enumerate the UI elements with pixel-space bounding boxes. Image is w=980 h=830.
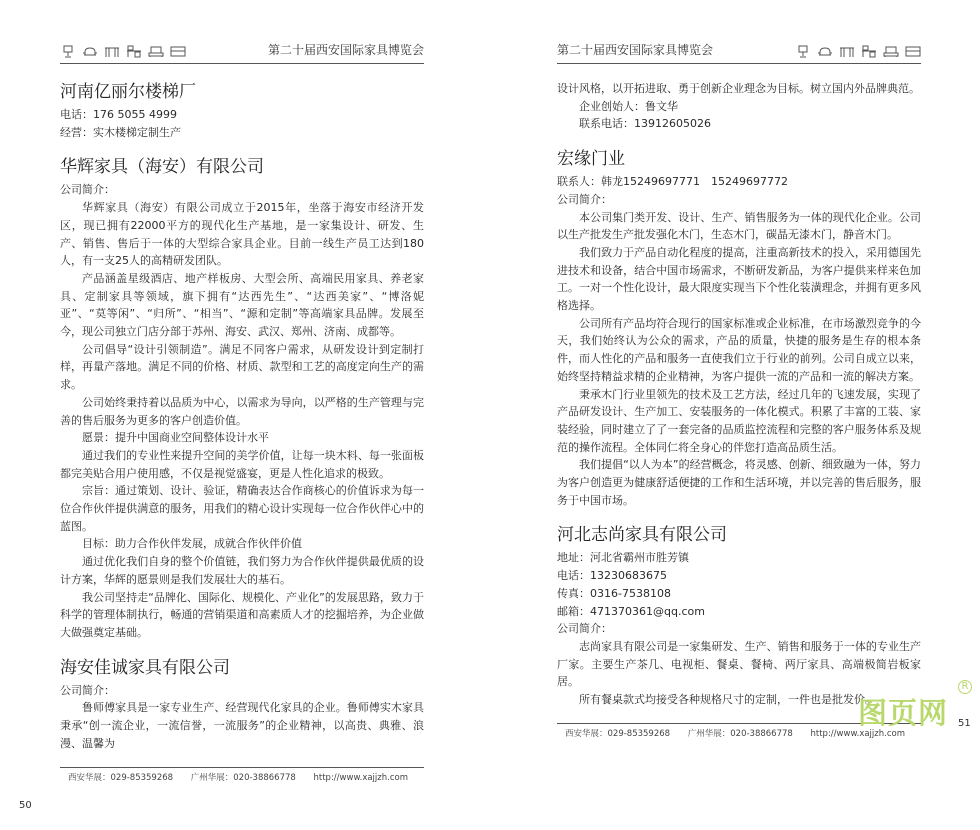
table-icon [839,44,855,58]
paragraph: 产品涵盖星级酒店、地产样板房、大型会所、高端民用家具、养老家具、定制家具等领域，旗下拥有“达西先生”、“达西美家”、“博洛妮亚”、“莫等闲”、“归所”、“相当”、“源和定制”等高端家具品牌。发展至今，现公司独立门店分部于苏州、海安、武汉、郑州、济南、成都等。 [60,271,424,339]
company-fax: 传真：0316-7538108 [557,586,671,600]
intro-label: 公司简介： [60,683,115,697]
cabinet-icon [170,44,186,58]
page-content [60,64,424,767]
page-content [557,64,921,723]
paragraph: 设计风格，以开拓进取、勇于创新企业理念为目标。树立国内外品牌典范。 [557,82,920,95]
footer-url[interactable]: http://www.xajjzh.com [313,772,408,783]
furniture-icons [795,44,921,58]
paragraph: 宗旨：通过策划、设计、验证，精确表达合作商核心的价值诉求为每一位合作伙伴提供满意的服务，用我们的精心设计实现每一位合作伙伴心中的蓝图。 [60,484,424,533]
company-business: 经营：实木楼梯定制生产 [60,125,181,139]
chair-icon [795,44,811,58]
footer-area [19,767,424,830]
header-title: 第二十届西安国际家具博览会 [557,43,714,57]
footer-xian: 西安华展：029-85359268 [68,772,174,783]
footer [565,729,905,740]
page-number: 50 [19,799,32,811]
company-name: 华辉家具（海安）有限公司 [60,157,264,178]
intro-label: 公司简介： [557,192,612,206]
company-name: 河北志尚家具有限公司 [557,525,727,546]
footer-guangzhou: 广州华展：020-38866778 [190,772,296,783]
contact-phone: 联系电话：13912605026 [579,117,711,131]
desk-icon [861,44,877,58]
footer-xian: 西安华展：029-85359268 [565,728,671,739]
company-address: 地址：河北省霸州市胜芳镇 [557,551,689,565]
paragraph: 所有餐桌款式均接受各种规格尺寸的定制，一件也是批发价。 [579,693,876,707]
page-header [60,0,424,64]
paragraph: 鲁师傅家具是一家专业生产、经营现代化家具的企业。鲁师傅实木家具秉承“创一流企业，一流信誉，一流服务”的企业精神，以高贵、典雅、浪漫、温馨为 [60,701,424,750]
header-title: 第二十届西安国际家具博览会 [267,43,424,57]
paragraph: 公司所有产品均符合现行的国家标准或企业标准，在市场激烈竞争的今天，我们始终认为公众的需求，产品的质量，快捷的服务是生存的根本条件，而人性化的产品和服务一直使我们立于行业的前列。公司自成立以来，始终坚持精益求精的企业精神，为客户提供一流的产品和一流的解决方案。 [557,316,921,383]
paragraph: 志尚家具有限公司是一家集研发、生产、销售和服务于一体的专业生产厂家。主要生产茶几、电视柜、餐桌、餐椅、两厅家具、高端极简岩板家居。 [557,639,921,689]
paragraph: 通过优化我们自身的整个价值链，我们努力为合作伙伴提供最优质的设计方案，华辉的愿景则是我们发展壮大的基石。 [60,555,424,586]
footer-guangzhou: 广州华展：020-38866778 [687,728,793,739]
registered-mark: R [958,680,972,694]
chair-icon [60,44,76,58]
paragraph: 通过我们的专业性来提升空间的美学价值，让每一块木料、每一张面板都完美贴合用户使用感，不仅是视觉盛宴，更是人性化追求的极致。 [60,448,424,480]
company-name: 海安佳诚家具有限公司 [60,657,230,678]
paragraph: 我公司坚持走“品牌化、国际化、规模化、产业化”的发展思路，致力于科学的管理体制执行，畅通的营销渠道和高素质人才的挖掘培养，为企业做大做强奠定基础。 [60,590,424,639]
page-number: 51 [958,718,971,729]
bed-icon [883,44,899,58]
continuation-block [557,80,921,133]
footer-area [557,723,921,786]
paragraph: 我们致力于产品自动化程度的提高，注重高新技术的投入，采用德国先进技术和设备，结合中国市场需求，不断研发新品，为客户提供来样来色加工。一对一个性化设计，最大限度实现当下个性化装潢理念，并拥有更多风格选择。 [557,245,921,313]
company-block [60,155,424,641]
company-email: 邮箱：471370361@qq.com [557,604,705,618]
company-phone: 电话：13230683675 [557,569,667,583]
bed-icon [148,44,164,58]
watermark-logo: 图页网 [858,696,949,730]
company-contact: 联系人：韩龙15249697771 15249697772 [557,175,788,189]
sofa-icon [82,44,98,58]
footer [68,773,408,784]
founder: 企业创始人：鲁文华 [579,99,678,113]
company-name: 宏缘门业 [557,149,625,170]
company-block [557,523,921,708]
paragraph: 秉承木门行业里领先的技术及工艺方法，经过几年的飞速发展，实现了产品研发设计、生产加工、安装服务的一体化模式。积累了丰富的工装、家装经验，同时建立了了一套完备的品质监控流程和完整的客户服务体系及规范的操作流程。全体同仁将全身心的伴您打造高品质生活。 [557,387,921,454]
cabinet-icon [905,44,921,58]
furniture-icons [60,44,186,58]
paragraph: 华辉家具（海安）有限公司成立于2015年，坐落于海安市经济开发区，现已拥有22000平方的现代化生产基地，是一家集设计、研发、生产、销售、售后于一体的大型综合家具企业。目前一线生产员工达到180人，有一支25人的高精研发团队。 [60,201,424,268]
paragraph: 我们提倡“以人为本”的经营概念，将灵感、创新、细致融为一体，努力为客户创造更为健康舒适便捷的工作和生活环境，并以完善的售后服务，服务于中国市场。 [557,458,921,507]
table-icon [104,44,120,58]
footer-url[interactable]: http://www.xajjzh.com [810,728,905,739]
page-header [557,0,921,64]
paragraph: 公司始终秉持着以品质为中心，以需求为导向，以严格的生产管理与完善的售后服务为更多的客户创造价值。 [60,395,424,427]
company-block [60,80,424,141]
paragraph: 本公司集门类开发、设计、生产、销售服务为一体的现代化企业。公司以生产批发生产批发强化木门，生态木门，碳晶无漆木门，静音木门。 [557,210,921,242]
company-block [60,656,424,753]
intro-label: 公司简介： [60,183,115,197]
desk-icon [126,44,142,58]
paragraph: 目标：助力合作伙伴发展，成就合作伙伴价值 [82,537,302,551]
company-phone: 电话：176 5055 4999 [60,108,177,121]
company-block [557,147,921,509]
right-page [490,0,980,786]
intro-label: 公司简介： [557,622,612,636]
sofa-icon [817,44,833,58]
paragraph: 公司倡导“设计引领制造”。满足不同客户需求，从研发设计到定制打样，再量产落地。满足不同的价格、材质、款型和工艺的高度定向生产的需求。 [60,342,424,392]
paragraph: 愿景：提升中国商业空间整体设计水平 [82,431,269,445]
company-name: 河南亿丽尔楼梯厂 [60,82,196,102]
